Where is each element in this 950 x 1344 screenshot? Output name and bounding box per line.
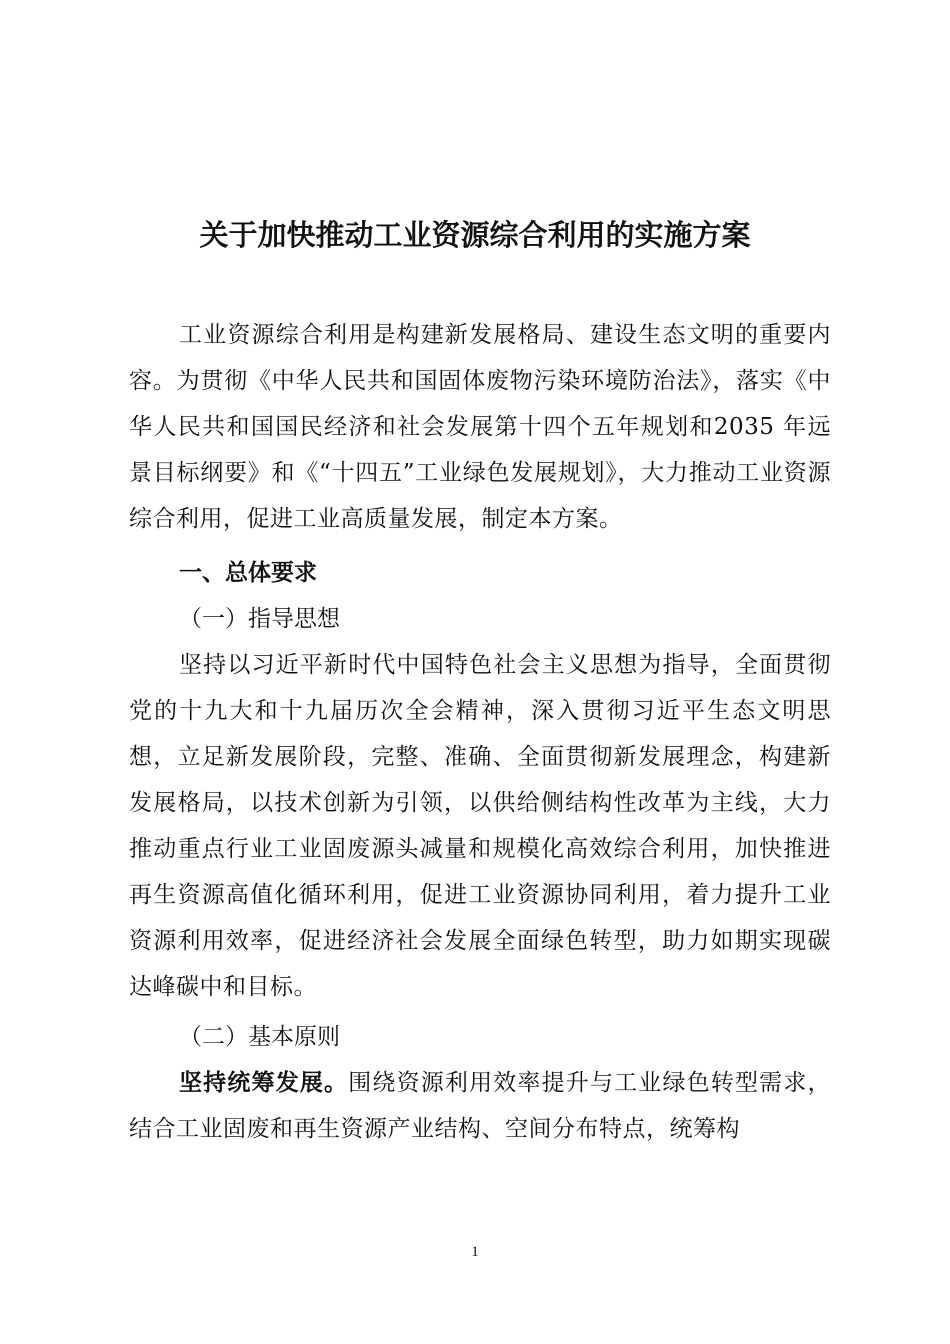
principle-lead: 坚持统筹发展。: [179, 1069, 349, 1096]
subsection-heading-guiding-thought: （一）指导思想: [179, 606, 340, 632]
principle-text: 围绕资源利用效率提升与工业绿色转型需求，结合工业固废和再生资源产业结构、空间分布特点，统筹构: [129, 1070, 832, 1142]
document-title: 关于加快推动工业资源综合利用的实施方案: [199, 218, 751, 252]
page-number: 1: [471, 1244, 479, 1260]
guiding-thought-paragraph: 坚持以习近平新时代中国特色社会主义思想为指导，全面贯彻党的十九大和十九届历次全会精神，深入贯彻习近平生态文明思想，立足新发展阶段，完整、准确、全面贯彻新发展理念，构建新发展格局，以技术创新为引领，以供给侧结构性改革为主线，大力推动重点行业工业固废源头减量和规模化高效综合利用，加快推进再生资源高值化循环利用，促进工业资源协同利用，着力提升工业资源利用效率，促进经济社会发展全面绿色转型，助力如期实现碳达峰碳中和目标。: [129, 652, 831, 1000]
section-heading-overall-requirements: 一、总体要求: [179, 559, 317, 586]
subsection-heading-basic-principles: （二）基本原则: [179, 1024, 340, 1050]
principle-paragraph: [129, 1060, 831, 1152]
intro-paragraph: 工业资源综合利用是构建新发展格局、建设生态文明的重要内容。为贯彻《中华人民共和国固体废物污染环境防治法》，落实《中华人民共和国国民经济和社会发展第十四个五年规划和2035 年远景目标纲要》和《“十四五”工业绿色发展规划》，大力推动工业资源综合利用，促进工业高质量发展，制定本方案。: [129, 322, 831, 532]
